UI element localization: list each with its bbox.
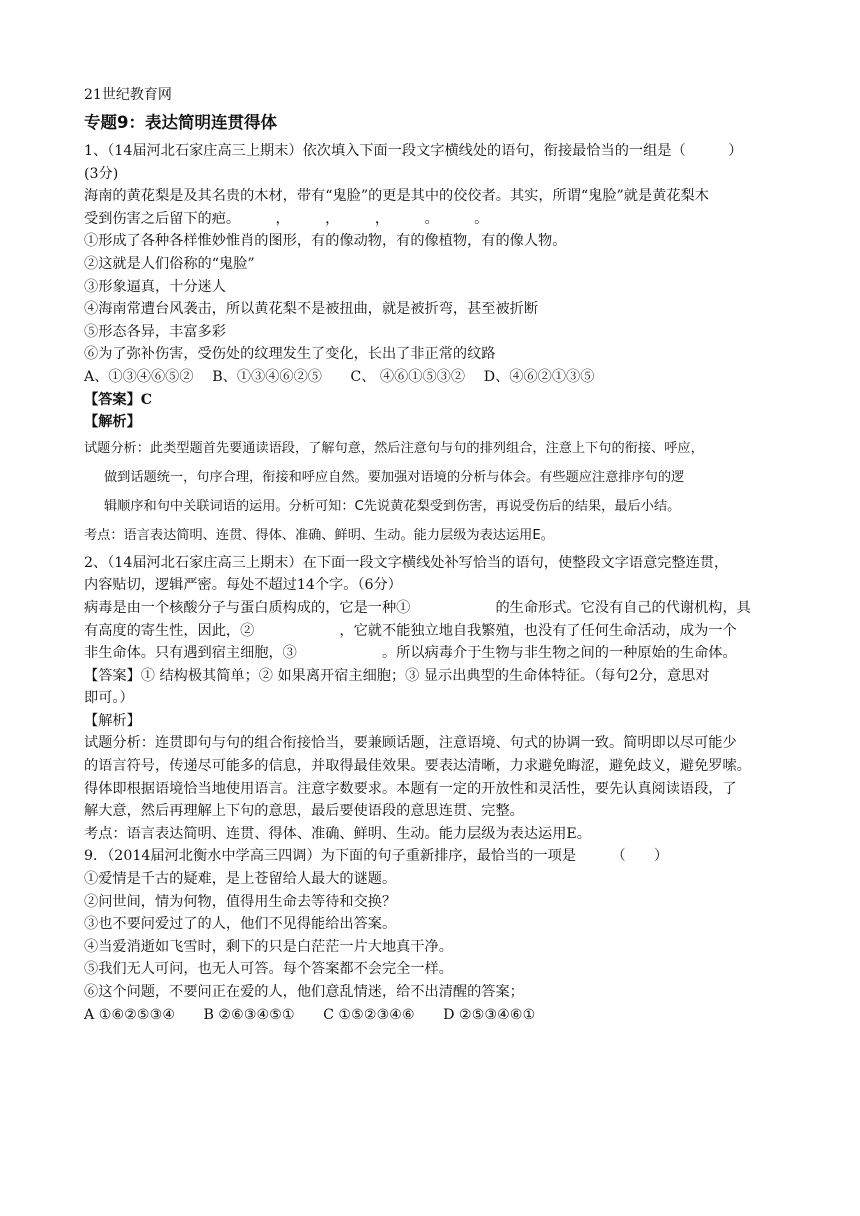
q1-option: ⑥为了弥补伤害，受伤处的纹理发生了变化，长出了非正常的纹路 — [84, 346, 496, 363]
q9-option: ⑥这个问题，不要问正在爱的人，他们意乱情迷，给不出清醒的答案； — [84, 984, 524, 1000]
q1-option: ④海南常遭台风袭击，所以黄花梨不是被扭曲，就是被折弯，甚至被折断 — [84, 301, 539, 318]
q2-stem-line: 内容贴切，逻辑严密。每处不超过14个字。（6分） — [84, 577, 402, 594]
question-1 — [84, 140, 784, 550]
q1-option: ①形成了各种各样惟妙惟肖的图形，有的像动物，有的像植物，有的像人物。 — [84, 233, 567, 250]
q9-option: ②问世间，情为何物，值得用生命去等待和交换？ — [84, 893, 397, 910]
q1-analysis-label: 【解析】 — [84, 414, 141, 431]
site-name: 21世纪教育网 — [84, 87, 172, 103]
q1-option: ③形象逼真，十分迷人 — [84, 278, 226, 295]
document-page — [84, 84, 784, 1026]
q2-kaodian: 考点：语言表达简明、连贯、得体、准确、鲜明、生动。能力层级为表达运用E。 — [84, 825, 591, 842]
q2-passage-line: 有高度的寄生性，因此，② ，它就不能独立地自我繁殖，也没有了任何生命活动，成为一个 — [84, 622, 737, 639]
q2-passage-line: 非生命体。只有遇到宿主细胞，③ 。所以病毒介于生物与非生物之间的一种原始的生命体。 — [84, 645, 737, 662]
q2-answer-line: 【答案】① 结构极其简单；② 如果离开宿主细胞；③ 显示出典型的生命体特征。（每句2分，意思对 — [84, 667, 710, 684]
q1-stem-line: 1、（14届河北石家庄高三上期末）依次填入下面一段文字横线处的语句，衔接最恰当的一组是（ ） — [84, 143, 743, 159]
q2-analysis-line: 解大意，然后再理解上下句的意思，最后要使语段的意思连贯、完整。 — [84, 803, 524, 820]
q1-passage-line: 受到伤害之后留下的疤。 ， ， ， 。 。 — [84, 210, 489, 227]
q2-answer-line: 即可。） — [84, 690, 134, 707]
q2-passage-line: 病毒是由一个核酸分子与蛋白质构成的，它是一种① 的生命形式。它没有自己的代谢机构，具 — [84, 599, 751, 616]
question-2 — [84, 552, 784, 846]
q1-option: ⑤形态各异，丰富多彩 — [84, 323, 226, 340]
q1-kaodian: 考点：语言表达简明、连贯、得体、准确、鲜明、生动。能力层级为表达运用E。 — [84, 527, 554, 543]
q9-option: ④当爱消逝如飞雪时，剩下的只是白茫茫一片大地真干净。 — [84, 938, 453, 955]
q9-option: ⑤我们无人可问，也无人可答。每个答案都不会完全一样。 — [84, 961, 453, 978]
q1-option: ②这就是人们俗称的“鬼脸” — [84, 255, 255, 272]
q9-option: ③也不要问爱过了的人，他们不见得能给出答案。 — [84, 916, 397, 933]
q1-answer: 【答案】C — [84, 391, 153, 408]
q2-stem-line: 2、（14届河北石家庄高三上期末）在下面一段文字横线处补写恰当的语句，使整段文字语意完整连贯， — [84, 554, 729, 571]
q1-passage-line: 海南的黄花梨是及其名贵的木材，带有“鬼脸”的更是其中的佼佼者。其实，所谓“鬼脸”就是黄花梨木 — [84, 188, 709, 205]
q1-analysis-line: 试题分析：此类型题首先要通读语段，了解句意，然后注意句与句的排列组合，注意上下句的衔接、呼应， — [84, 440, 704, 456]
q9-stem: 9．（2014届河北衡水中学高三四调）为下面的句子重新排序，最恰当的一项是 （ ） — [84, 848, 669, 865]
q1-analysis-line: 辑顺序和句中关联词语的运用。分析可知：C先说黄花梨受到伤害，再说受伤后的结果，最后小结。 — [104, 498, 681, 514]
q2-analysis-label: 【解析】 — [84, 712, 141, 729]
q2-analysis-line: 试题分析：连贯即句与句的组合衔接恰当，要兼顾话题，注意语境、句式的协调一致。简明即以尽可能少 — [84, 735, 737, 752]
q1-stem-line: (3分) — [84, 165, 119, 182]
question-9 — [84, 845, 784, 1026]
q9-option: ①爱情是千古的疑难，是上苍留给人最大的谜题。 — [84, 871, 397, 888]
q1-analysis-line: 做到话题统一，句序合理，衔接和呼应自然。要加强对语境的分析与体会。有些题应注意排序句的逻 — [104, 469, 685, 485]
q2-analysis-line: 得体即根据语境恰当地使用语言。注意字数要求。本题有一定的开放性和灵活性，要先认真阅读语段，了 — [84, 780, 737, 797]
q1-choices: A、①③④⑥⑤② B、①③④⑥②⑤ C、 ④⑥①⑤③② D、④⑥②①③⑤ — [84, 368, 595, 385]
q2-analysis-line: 的语言符号，传递尽可能多的信息，并取得最佳效果。要表达清晰，力求避免晦涩，避免歧义，避免罗嗦。 — [84, 758, 751, 775]
section-title: 专题9：表达简明连贯得体 — [84, 113, 277, 132]
q9-choices: A ①⑥②⑤③④ B ②⑥③④⑤① C ①⑤②③④⑥ D ②⑤③④⑥① — [84, 1006, 536, 1023]
